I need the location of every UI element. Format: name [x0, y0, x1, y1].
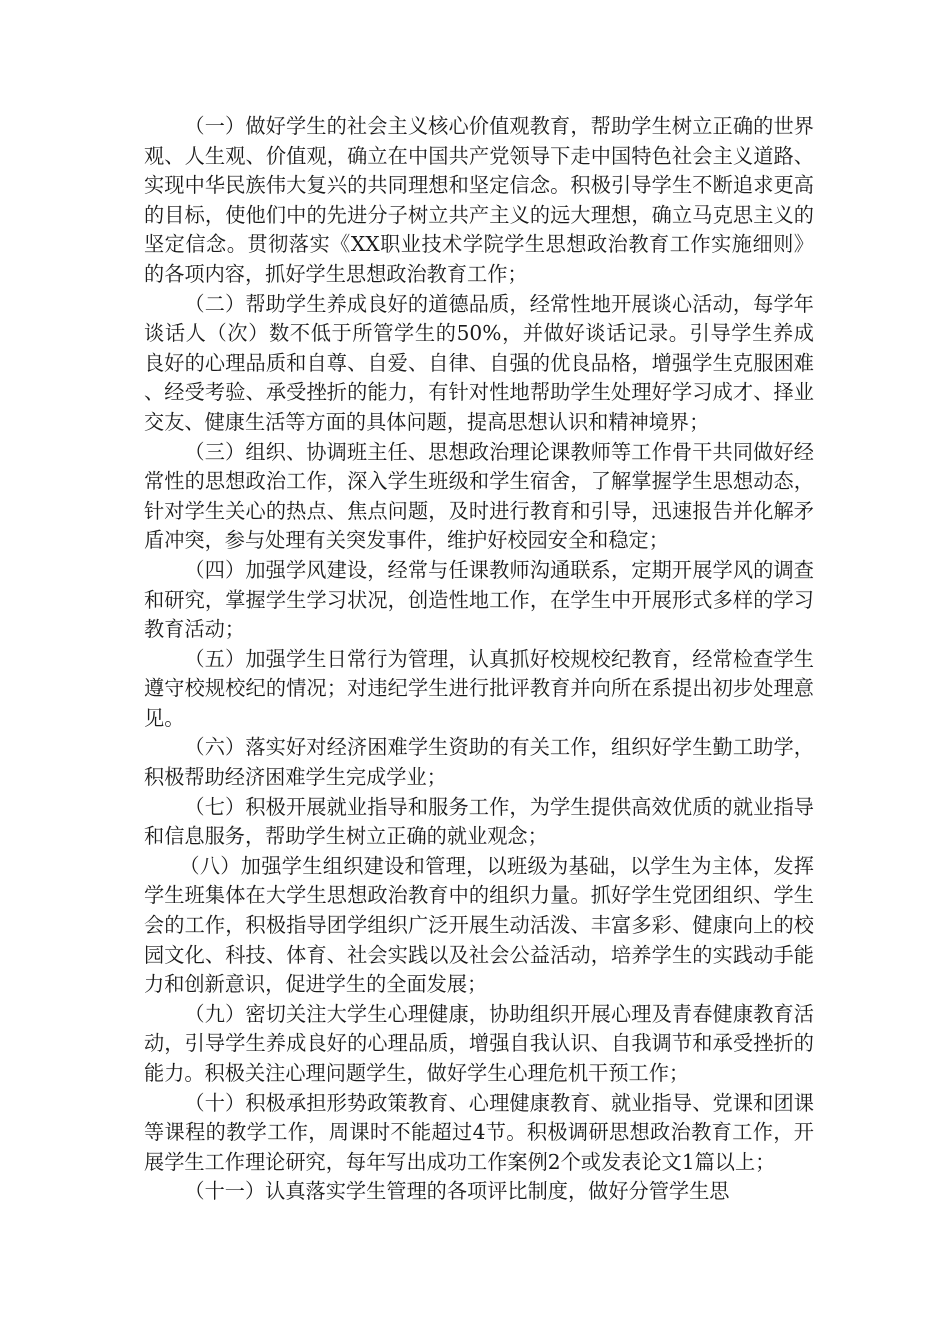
paragraph-2: （二）帮助学生养成良好的道德品质，经常性地开展谈心活动，每学年谈话人（次）数不低于所管学生的50%，并做好谈话记录。引导学生养成良好的心理品质和自尊、自爱、自律、自强的优良品格，增强学生克服困难、经受考验、承受挫折的能力，有针对性地帮助学生处理好学习成才、择业交友、健康生活等方面的具体问题，提高思想认识和精神境界； — [144, 291, 814, 434]
paragraph-6: （六）落实好对经济困难学生资助的有关工作，组织好学生勤工助学，积极帮助经济困难学生完成学业； — [144, 735, 814, 790]
paragraph-11: （十一）认真落实学生管理的各项评比制度，做好分管学生思 — [184, 1179, 730, 1204]
paragraph-8: （八）加强学生组织建设和管理，以班级为基础，以学生为主体，发挥学生班集体在大学生思想政治教育中的组织力量。抓好学生党团组织、学生会的工作，积极指导团学组织广泛开展生动活泼、丰富多彩、健康向上的校园文化、科技、体育、社会实践以及社会公益活动，培养学生的实践动手能力和创新意识，促进学生的全面发展； — [144, 853, 814, 997]
document-body — [144, 112, 814, 1207]
paragraph-5: （五）加强学生日常行为管理，认真抓好校规校纪教育，经常检查学生遵守校规校纪的情况；对违纪学生进行批评教育并向所在系提出初步处理意见。 — [144, 646, 814, 730]
paragraph-4: （四）加强学风建设，经常与任课教师沟通联系，定期开展学风的调查和研究，掌握学生学习状况，创造性地工作，在学生中开展形式多样的学习教育活动； — [144, 557, 814, 642]
paragraph-7: （七）积极开展就业指导和服务工作，为学生提供高效优质的就业指导和信息服务，帮助学生树立正确的就业观念； — [144, 794, 814, 849]
paragraph-10: （十）积极承担形势政策教育、心理健康教育、就业指导、党课和团课等课程的教学工作，周课时不能超过4节。积极调研思想政治教育工作，开展学生工作理论研究，每年写出成功工作案例2个或发表论文1篇以上； — [144, 1090, 814, 1174]
paragraph-1: （一）做好学生的社会主义核心价值观教育，帮助学生树立正确的世界观、人生观、价值观，确立在中国共产党领导下走中国特色社会主义道路、实现中华民族伟大复兴的共同理想和坚定信念。积极引导学生不断追求更高的目标，使他们中的先进分子树立共产主义的远大理想，确立马克思主义的坚定信念。贯彻落实《XX职业技术学院学生思想政治教育工作实施细则》的各项内容，抓好学生思想政治教育工作； — [144, 114, 814, 286]
paragraph-9: （九）密切关注大学生心理健康，协助组织开展心理及青春健康教育活动，引导学生养成良好的心理品质，增强自我认识、自我调节和承受挫折的能力。积极关注心理问题学生，做好学生心理危机干预工作； — [144, 1001, 814, 1085]
paragraph-3: （三）组织、协调班主任、思想政治理论课教师等工作骨干共同做好经常性的思想政治工作，深入学生班级和学生宿舍，了解掌握学生思想动态，针对学生关心的热点、焦点问题，及时进行教育和引导，迅速报告并化解矛盾冲突，参与处理有关突发事件，维护好校园安全和稳定； — [144, 439, 814, 553]
